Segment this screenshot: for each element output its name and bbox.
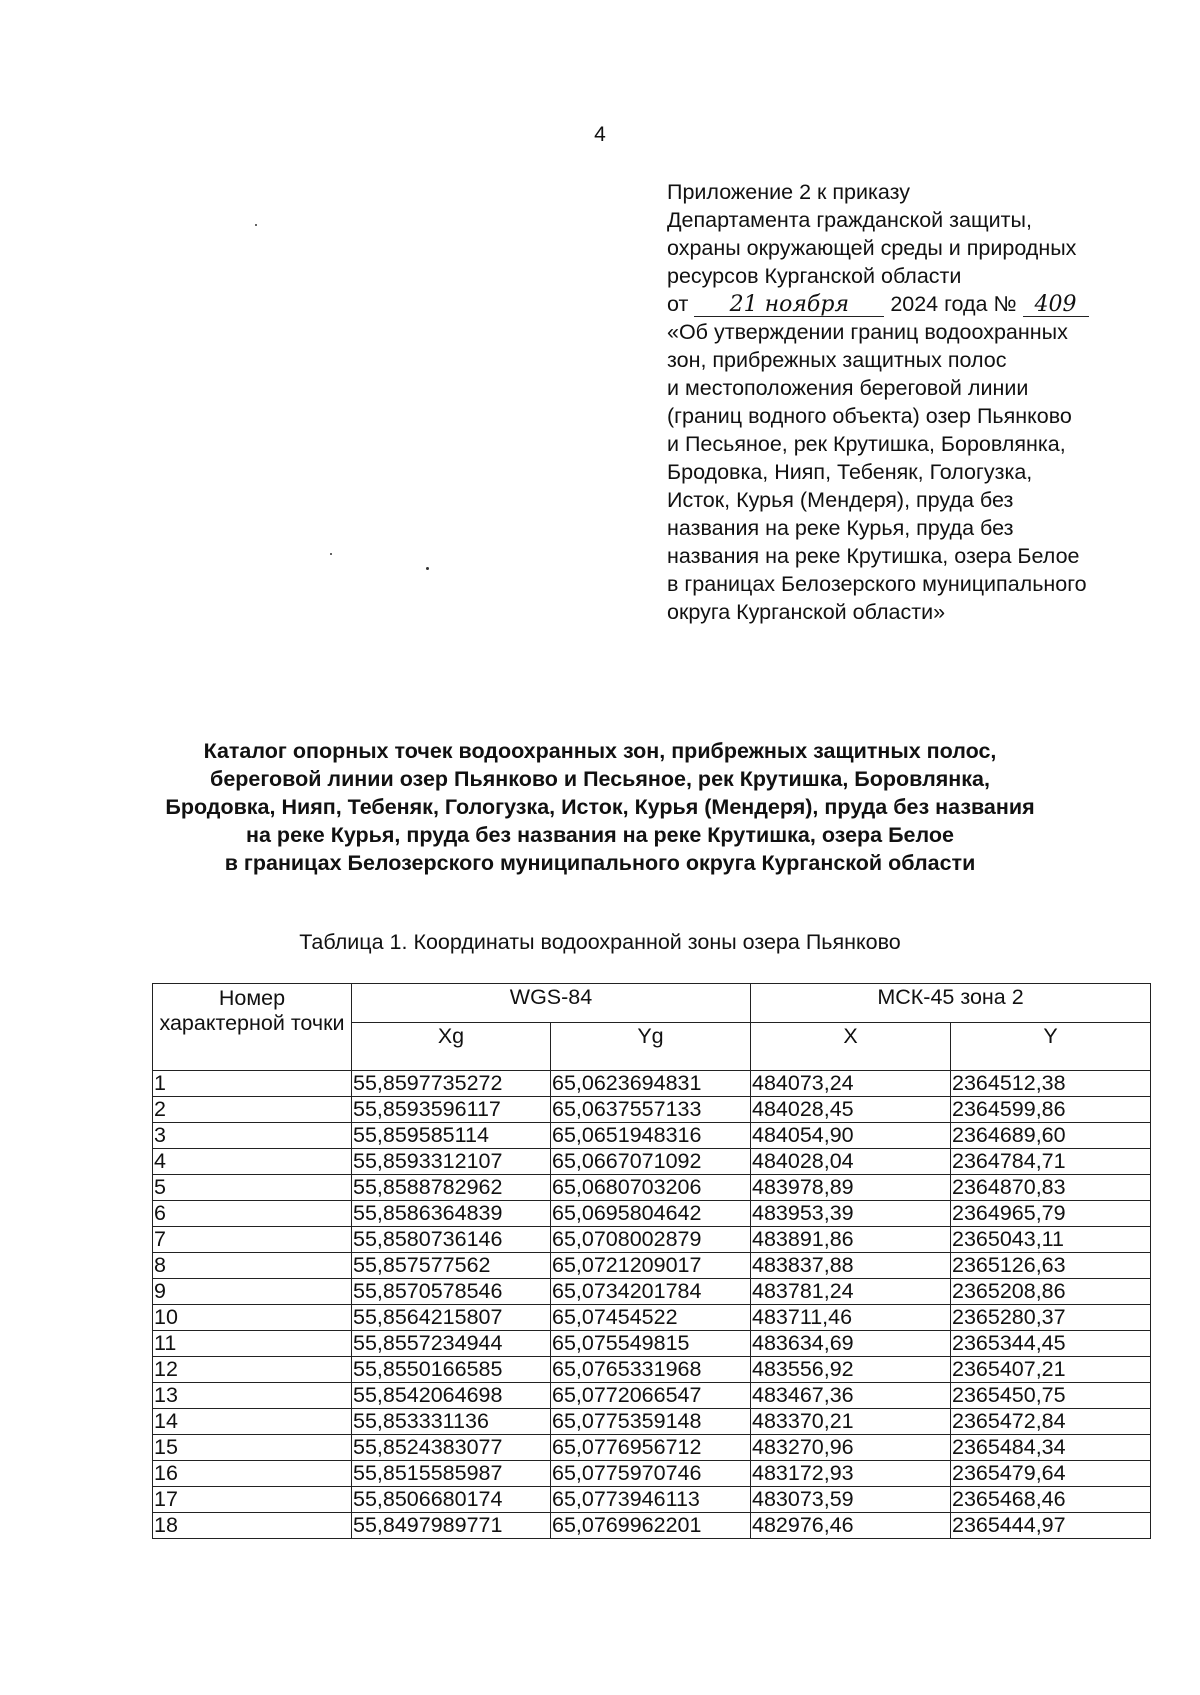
cell-y: 2365450,75 [951, 1383, 1151, 1409]
table-row [153, 1123, 1151, 1149]
cell-yg: 65,0667071092 [551, 1149, 751, 1175]
cell-x: 483978,89 [751, 1175, 951, 1201]
table-row [153, 1071, 1151, 1097]
appendix-title-line: названия на реке Курья, пруда без [667, 516, 1014, 540]
appendix-title-line: в границах Белозерского муниципального [667, 572, 1087, 596]
cell-point-number: 9 [153, 1279, 352, 1305]
cell-xg: 55,8597735272 [352, 1071, 551, 1097]
cell-xg: 55,8524383077 [352, 1435, 551, 1461]
scan-speck [255, 224, 257, 226]
appendix-title-line: (границ водного объекта) озер Пьянково [667, 404, 1072, 428]
table-row [153, 1461, 1151, 1487]
appendix-line: Департамента гражданской защиты, [667, 208, 1032, 232]
table-row [153, 1227, 1151, 1253]
date-prefix: от [667, 292, 689, 316]
cell-yg: 65,0773946113 [551, 1487, 751, 1513]
table-row [153, 1357, 1151, 1383]
order-date-line [667, 290, 1167, 318]
cell-x: 483837,88 [751, 1253, 951, 1279]
cell-point-number: 18 [153, 1513, 352, 1539]
cell-point-number: 15 [153, 1435, 352, 1461]
cell-point-number: 16 [153, 1461, 352, 1487]
appendix-title-line: и местоположения береговой линии [667, 376, 1029, 400]
cell-point-number: 1 [153, 1071, 352, 1097]
cell-yg: 65,0776956712 [551, 1435, 751, 1461]
appendix-title-line: Исток, Курья (Мендеря), пруда без [667, 488, 1014, 512]
cell-x: 484028,45 [751, 1097, 951, 1123]
cell-y: 2365472,84 [951, 1409, 1151, 1435]
appendix-title-line: округа Курганской области» [667, 600, 946, 624]
cell-x: 483711,46 [751, 1305, 951, 1331]
table-row [153, 1279, 1151, 1305]
cell-x: 483556,92 [751, 1357, 951, 1383]
cell-x: 483172,93 [751, 1461, 951, 1487]
handwritten-date: 21 ноября [694, 294, 884, 317]
cell-yg: 65,0734201784 [551, 1279, 751, 1305]
cell-point-number: 7 [153, 1227, 352, 1253]
cell-y: 2365208,86 [951, 1279, 1151, 1305]
cell-y: 2365484,34 [951, 1435, 1151, 1461]
cell-yg: 65,075549815 [551, 1331, 751, 1357]
scan-speck [426, 567, 429, 570]
table-row [153, 1513, 1151, 1539]
year-text: 2024 года № [890, 292, 1017, 316]
cell-xg: 55,8580736146 [352, 1227, 551, 1253]
cell-yg: 65,0769962201 [551, 1513, 751, 1539]
cell-xg: 55,8588782962 [352, 1175, 551, 1201]
cell-yg: 65,0623694831 [551, 1071, 751, 1097]
page-number: 4 [594, 123, 606, 146]
cell-yg: 65,0651948316 [551, 1123, 751, 1149]
table-row [153, 1409, 1151, 1435]
appendix-title-line: «Об утверждении границ водоохранных [667, 320, 1068, 344]
cell-point-number: 12 [153, 1357, 352, 1383]
header-xg: Xg [352, 1023, 551, 1071]
cell-point-number: 3 [153, 1123, 352, 1149]
table-row [153, 1435, 1151, 1461]
cell-yg: 65,0765331968 [551, 1357, 751, 1383]
cell-xg: 55,8506680174 [352, 1487, 551, 1513]
cell-xg: 55,8586364839 [352, 1201, 551, 1227]
appendix-title-line: зон, прибрежных защитных полос [667, 348, 1007, 372]
cell-x: 483270,96 [751, 1435, 951, 1461]
cell-yg: 65,0680703206 [551, 1175, 751, 1201]
cell-y: 2364784,71 [951, 1149, 1151, 1175]
table-row [153, 1383, 1151, 1409]
appendix-line: ресурсов Курганской области [667, 264, 962, 288]
appendix-title-line: названия на реке Крутишка, озера Белое [667, 544, 1080, 568]
catalog-title-line: на реке Курья, пруда без названия на реке Крутишка, озера Белое [246, 823, 954, 847]
cell-x: 484028,04 [751, 1149, 951, 1175]
table-row [153, 1305, 1151, 1331]
cell-xg: 55,8570578546 [352, 1279, 551, 1305]
cell-yg: 65,0772066547 [551, 1383, 751, 1409]
coordinates-table [152, 983, 1151, 1539]
handwritten-order-number: 409 [1023, 294, 1089, 317]
cell-point-number: 2 [153, 1097, 352, 1123]
cell-xg: 55,8557234944 [352, 1331, 551, 1357]
header-y: Y [951, 1023, 1151, 1071]
cell-xg: 55,8593312107 [352, 1149, 551, 1175]
catalog-title-line: Бродовка, Нияп, Тебеняк, Гологузка, Исток, Курья (Мендеря), пруда без названия [165, 795, 1035, 819]
table-row [153, 1201, 1151, 1227]
header-msk45: МСК-45 зона 2 [751, 984, 1151, 1023]
cell-xg: 55,8550166585 [352, 1357, 551, 1383]
catalog-title-line: Каталог опорных точек водоохранных зон, прибрежных защитных полос, [203, 739, 997, 763]
cell-xg: 55,8542064698 [352, 1383, 551, 1409]
table-row [153, 1175, 1151, 1201]
table-caption: Таблица 1. Координаты водоохранной зоны озера Пьянково [299, 930, 901, 954]
cell-yg: 65,0775359148 [551, 1409, 751, 1435]
header-x: X [751, 1023, 951, 1071]
table-row [153, 1487, 1151, 1513]
cell-yg: 65,0695804642 [551, 1201, 751, 1227]
cell-point-number: 10 [153, 1305, 352, 1331]
cell-x: 483634,69 [751, 1331, 951, 1357]
cell-yg: 65,0721209017 [551, 1253, 751, 1279]
cell-x: 483073,59 [751, 1487, 951, 1513]
table-row [153, 1097, 1151, 1123]
cell-x: 482976,46 [751, 1513, 951, 1539]
cell-xg: 55,8564215807 [352, 1305, 551, 1331]
cell-y: 2365126,63 [951, 1253, 1151, 1279]
header-yg: Yg [551, 1023, 751, 1071]
cell-point-number: 11 [153, 1331, 352, 1357]
cell-xg: 55,8593596117 [352, 1097, 551, 1123]
cell-y: 2365468,46 [951, 1487, 1151, 1513]
cell-yg: 65,0637557133 [551, 1097, 751, 1123]
cell-y: 2365407,21 [951, 1357, 1151, 1383]
cell-x: 484054,90 [751, 1123, 951, 1149]
cell-x: 484073,24 [751, 1071, 951, 1097]
appendix-title-line: и Песьяное, рек Крутишка, Боровлянка, [667, 432, 1066, 456]
header-wgs84: WGS-84 [352, 984, 751, 1023]
cell-y: 2364599,86 [951, 1097, 1151, 1123]
table-row [153, 1331, 1151, 1357]
cell-point-number: 4 [153, 1149, 352, 1175]
cell-xg: 55,857577562 [352, 1253, 551, 1279]
cell-xg: 55,8515585987 [352, 1461, 551, 1487]
cell-x: 483891,86 [751, 1227, 951, 1253]
table-row [153, 1149, 1151, 1175]
appendix-line: Приложение 2 к приказу [667, 180, 910, 204]
cell-yg: 65,07454522 [551, 1305, 751, 1331]
cell-y: 2364512,38 [951, 1071, 1151, 1097]
appendix-title-line: Бродовка, Нияп, Тебеняк, Гологузка, [667, 460, 1033, 484]
table-row [153, 1253, 1151, 1279]
header-point-number: Номер характерной точки [153, 984, 352, 1071]
table-body [153, 1071, 1151, 1539]
cell-point-number: 5 [153, 1175, 352, 1201]
cell-xg: 55,853331136 [352, 1409, 551, 1435]
cell-x: 483467,36 [751, 1383, 951, 1409]
cell-point-number: 6 [153, 1201, 352, 1227]
cell-y: 2365344,45 [951, 1331, 1151, 1357]
cell-y: 2364870,83 [951, 1175, 1151, 1201]
cell-point-number: 8 [153, 1253, 352, 1279]
catalog-title [60, 737, 1140, 877]
appendix-block [667, 178, 1167, 626]
cell-y: 2364965,79 [951, 1201, 1151, 1227]
appendix-line: охраны окружающей среды и природных [667, 236, 1077, 260]
cell-y: 2365043,11 [951, 1227, 1151, 1253]
cell-yg: 65,0775970746 [551, 1461, 751, 1487]
cell-y: 2365280,37 [951, 1305, 1151, 1331]
cell-y: 2365479,64 [951, 1461, 1151, 1487]
cell-point-number: 14 [153, 1409, 352, 1435]
cell-xg: 55,859585114 [352, 1123, 551, 1149]
cell-xg: 55,8497989771 [352, 1513, 551, 1539]
cell-x: 483370,21 [751, 1409, 951, 1435]
cell-x: 483953,39 [751, 1201, 951, 1227]
cell-point-number: 13 [153, 1383, 352, 1409]
cell-yg: 65,0708002879 [551, 1227, 751, 1253]
cell-y: 2364689,60 [951, 1123, 1151, 1149]
scan-speck [330, 553, 332, 555]
catalog-title-line: береговой линии озер Пьянково и Песьяное, рек Крутишка, Боровлянка, [210, 767, 990, 791]
catalog-title-line: в границах Белозерского муниципального округа Курганской области [224, 851, 976, 875]
cell-point-number: 17 [153, 1487, 352, 1513]
cell-x: 483781,24 [751, 1279, 951, 1305]
cell-y: 2365444,97 [951, 1513, 1151, 1539]
